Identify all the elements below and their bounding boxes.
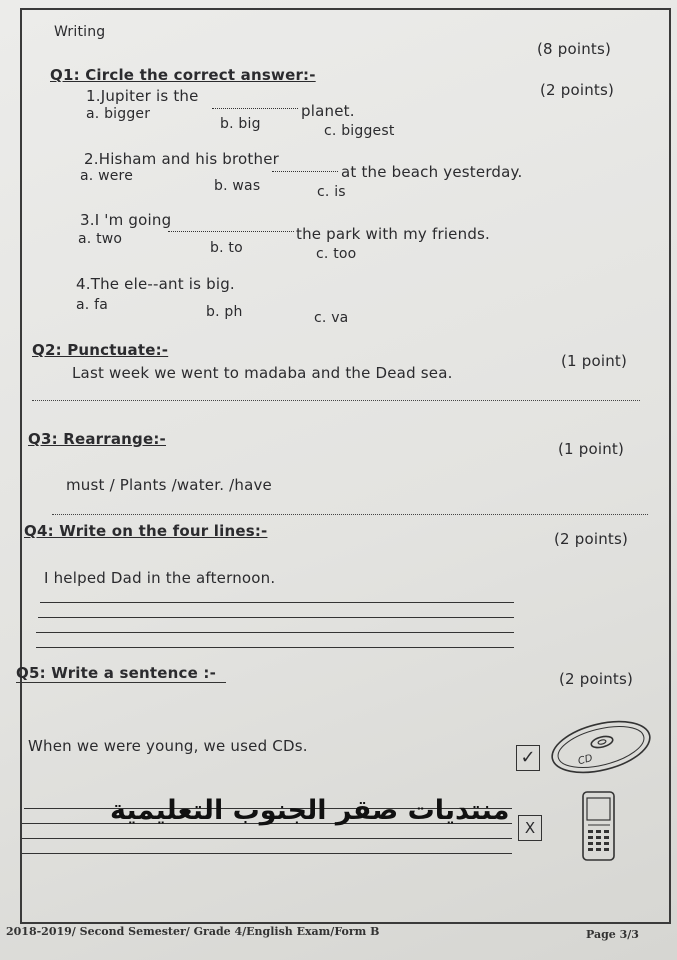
- q1-item4-option-a[interactable]: a. fa: [76, 297, 108, 313]
- q1-item4-option-b[interactable]: b. ph: [206, 304, 243, 320]
- q1-points: (2 points): [540, 81, 615, 99]
- cross-box: [518, 815, 542, 841]
- q2-answer-line[interactable]: [32, 400, 640, 401]
- forum-watermark: منتديات صقر الجنوب التعليمية: [110, 795, 510, 826]
- mobile-phone-icon: [580, 790, 618, 862]
- q3-title: Q3: Rearrange:-: [28, 430, 166, 448]
- q1-item4-stem: 4.The ele--ant is big.: [76, 275, 235, 293]
- q1-item1-stem: 1.Jupiter is the: [86, 87, 199, 105]
- q5-sentence: When we were young, we used CDs.: [28, 737, 308, 755]
- q1-item1-option-a[interactable]: a. bigger: [86, 106, 151, 122]
- q4-title: Q4: Write on the four lines:-: [24, 522, 268, 540]
- footer-exam-info: 2018-2019/ Second Semester/ Grade 4/English Exam/Form B: [6, 925, 380, 938]
- cross-mark-icon: X: [524, 818, 536, 837]
- q5-writing-line-4[interactable]: [22, 853, 512, 854]
- q1-item1-blank: [212, 108, 298, 109]
- cd-icon-label: CD: [576, 753, 594, 768]
- q1-item2-end: at the beach yesterday.: [341, 163, 523, 181]
- q1-item2-option-c[interactable]: c. is: [317, 184, 346, 200]
- q1-item2-blank: [272, 171, 338, 172]
- q5-writing-line-3[interactable]: [22, 838, 512, 839]
- section-title: Writing: [54, 24, 106, 40]
- q1-item3-option-a[interactable]: a. two: [78, 231, 123, 247]
- q1-item4-option-c[interactable]: c. va: [314, 310, 349, 326]
- q1-title: Q1: Circle the correct answer:-: [50, 66, 316, 84]
- q1-item3-stem: 3.I 'm going: [80, 211, 172, 229]
- q3-answer-line[interactable]: [52, 514, 648, 515]
- q3-words: must / Plants /water. /have: [66, 476, 272, 494]
- q4-sentence: I helped Dad in the afternoon.: [44, 569, 276, 587]
- q1-item3-end: the park with my friends.: [296, 225, 491, 243]
- q2-points: (1 point): [561, 352, 628, 370]
- q1-item1-end: planet.: [301, 102, 355, 120]
- check-box: [516, 745, 540, 771]
- q1-item2-option-b[interactable]: b. was: [214, 178, 261, 194]
- q1-item2-stem: 2.Hisham and his brother: [84, 150, 280, 168]
- q5-points: (2 points): [559, 670, 634, 688]
- check-mark-icon: ✓: [520, 747, 536, 768]
- q1-item1-option-c[interactable]: c. biggest: [324, 123, 395, 139]
- q4-writing-line-2[interactable]: [38, 617, 514, 618]
- q4-writing-line-1[interactable]: [40, 602, 514, 603]
- total-points: (8 points): [537, 40, 612, 58]
- page-border: [20, 8, 671, 924]
- q4-writing-line-4[interactable]: [36, 647, 514, 648]
- footer-page-number: Page 3/3: [586, 928, 639, 941]
- q4-writing-line-3[interactable]: [36, 632, 514, 633]
- q2-title: Q2: Punctuate:-: [32, 341, 169, 359]
- q1-item3-option-b[interactable]: b. to: [210, 240, 243, 256]
- cd-icon: [548, 718, 654, 776]
- q2-sentence: Last week we went to madaba and the Dead sea.: [72, 364, 453, 382]
- q1-item3-option-c[interactable]: c. too: [316, 246, 357, 262]
- q5-title: Q5: Write a sentence :-: [16, 664, 226, 683]
- q1-item3-blank: [168, 231, 294, 232]
- q3-points: (1 point): [558, 440, 625, 458]
- q4-points: (2 points): [554, 530, 629, 548]
- q1-item2-option-a[interactable]: a. were: [80, 168, 134, 184]
- q1-item1-option-b[interactable]: b. big: [220, 116, 261, 132]
